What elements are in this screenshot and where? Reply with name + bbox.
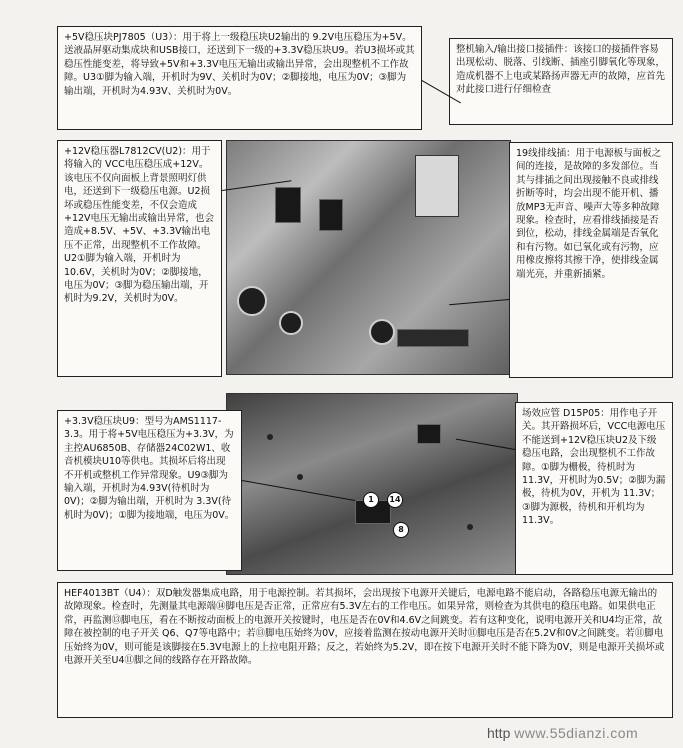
- note-u3-7805: +5V稳压块PJ7805（U3）：用于将上一级稳压块U2输出的 9.2V电压稳压为+5V。送液晶屏驱动集成块和USB接口，还送到下一级的+3.3V稳压块U9。若U3损坏或其稳压性能变差，将导致+5V和+3.3V电压无输出或输出异常，会出现整机不工作故障。U3①脚为输入端，开机时为9V、关机时为0V；②脚接地，电压为0V；③脚为输出端，开机时为4.93V、关机时为0V。: [57, 26, 422, 130]
- footer-site: www.55dianzi.com: [514, 725, 639, 741]
- capacitor: [369, 319, 395, 345]
- capacitor: [279, 311, 303, 335]
- footer-watermark: [487, 725, 677, 743]
- capacitor: [237, 286, 267, 316]
- note-u9-ams1117: +3.3V稳压块U9：型号为AMS1117-3.3。用于将+5V电压稳压为+3.3V，为主控AU6850B、存储器24C02W1、收音机模块U10等供电。其损坏后将出现不开机或整机工作异常现象。U9③脚为输入端，开机时为4.93V(待机时为0V)；②脚为输出端，开机时为 3.3V(待机时为0V)；①脚为接地端，电压为0V。: [57, 410, 242, 571]
- note-mosfet-d15p05: 场效应管 D15P05：用作电子开关。其开路损坏后，VCC电源电压不能送到+12V稳压块U2及下级稳压电路，会出现整机不工作故障。①脚为栅极，待机时为11.3V，开机时为0.5V；②脚为漏极，待机为0V，开机为 11.3V；③脚为源极，待机和开机均为11.3V。: [515, 402, 673, 575]
- solder-joint: [467, 524, 473, 530]
- solder-joint: [297, 474, 303, 480]
- regulator-u3: [319, 199, 343, 231]
- note-io-connector: 整机输入/输出接口接插件：该接口的接插件容易出现松动、脱落、引线断、插座引脚氧化等现象，造成机器不上电或某路扬声器无声的故障，应首先对此接口进行仔细检查: [449, 38, 673, 125]
- pcb-photo-top: [226, 140, 511, 375]
- note-u4-hef4013: HEF4013BT（U4）：双D触发器集成电路，用于电源控制。若其损坏，会出现按下电源开关键后，电源电路不能启动，各路稳压电源无输出的故障现象。检查时，先测量其电源端⑭脚电压是否正常，正常应有5.3V左右的工作电压。如果异常，则检查为其供电的稳压电路。如果供电正常，再监测⑬脚电压，看在不断按动面板上的电源开关按键时，电压是否在0V和4.6V之间跳变。若有这种变化，说明电源开关和U4均正常，故障在被控制的电子开关 Q6、Q7等电路中；若⑬脚电压始终为0V，应接着监测在按动电源开关时⑪脚电压是否在5.2V和0V之间跳变。若⑪脚电压始终为0V，则可能是该脚接在5.3V电源上的上拉电阻开路；反之，若始终为5.2V，即在按下电源开关时不能下降为0V，则是电源开关损坏或电源开关至U4⑪脚之间的线路存在开路故障。: [57, 582, 673, 718]
- pin-marker-8: 8: [393, 522, 409, 538]
- footer-prefix: http: [487, 725, 511, 741]
- note-ribbon-connector: 19线排线插：用于电源板与面板之间的连接，是故障的多发部位。当其与排插之间出现接触不良或排线折断等时，均会出现不能开机、播放MP3无声音、噪声大等多种故障现象。检查时，应看排线插接是否到位，松动，排线金属端是否氧化和有污物。如已氧化或有污物，应用橡皮擦将其擦干净，使排线金属端光亮，并重新插紧。: [509, 142, 673, 378]
- solder-joint: [267, 434, 273, 440]
- ribbon-connector-19pin: [397, 329, 469, 347]
- pin-marker-14: 14: [387, 492, 403, 508]
- regulator-u2: [275, 187, 301, 223]
- pin-marker-1: 1: [363, 492, 379, 508]
- note-u2-7812: +12V稳压器L7812CV(U2)：用于将输入的 VCC电压稳压成+12V。该电压不仅向面板上背景照明灯供电，还送到下一级稳压电源。U2损坏或稳压性能变差，不仅会造成+12V电压无输出或输出异常，也会造成+8.5V、+5V、+3.3V输出电压不正常，出现整机不工作故障。U2①脚为输入端，开机时为10.6V，关机时为0V；②脚接地，电压为0V；③脚为稳压输出端，开机时为9.2V，关机时为0V。: [57, 140, 222, 377]
- io-connector-block: [415, 155, 459, 217]
- mosfet-q7: [417, 424, 441, 444]
